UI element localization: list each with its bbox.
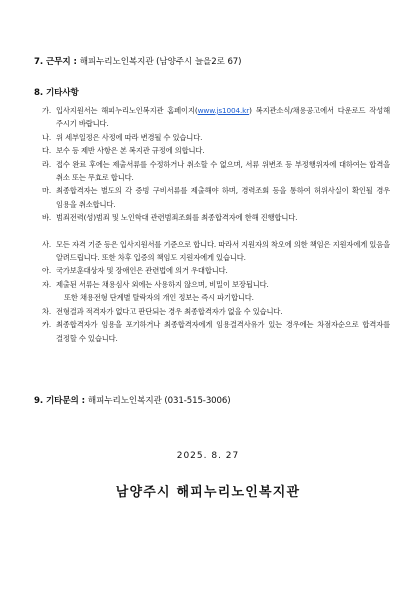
list-item-marker: 자. bbox=[42, 279, 52, 289]
list-item-ja bbox=[42, 278, 390, 291]
section-7-label: 근무지 : bbox=[45, 57, 77, 67]
homepage-link[interactable]: www.js1004.kr bbox=[197, 106, 250, 115]
document-date: 2025. 8. 27 bbox=[176, 451, 240, 461]
list-item-sa bbox=[42, 238, 390, 265]
list-item-marker: 가. bbox=[42, 106, 52, 115]
list-item-text: 위 세부일정은 사정에 따라 변경될 수 있습니다. bbox=[56, 132, 203, 142]
list-item-text bbox=[56, 104, 390, 131]
section-7-heading bbox=[34, 55, 241, 67]
list-item-ba bbox=[42, 211, 390, 224]
list-item-ma bbox=[42, 184, 390, 211]
list-item-text: 최종합격자는 별도의 각 증빙 구비서류를 제출해야 하며, 경력조회 등을 통하여 허위사실이 확인될 경우 임용을 취소합니다. bbox=[56, 186, 390, 209]
list-item-text: 또한 채용전형 단계별 탈락자의 개인 정보는 즉시 파기합니다. bbox=[64, 293, 254, 303]
list-item-text: 국가보훈대상자 및 장애인은 관련법에 의거 우대합니다. bbox=[56, 266, 228, 276]
list-item-cha bbox=[42, 305, 390, 318]
list-item-marker: 나. bbox=[42, 132, 52, 142]
list-item-text: 접수 완료 후에는 제출서류를 수정하거나 취소할 수 없으며, 서류 위변조 등 부정행위자에 대하여는 합격을 취소 또는 무효로 합니다. bbox=[56, 159, 390, 183]
section-8-title: 기타사항 bbox=[45, 88, 79, 98]
list-item-note bbox=[42, 291, 390, 304]
list-item-text: 제출된 서류는 채용심사 외에는 사용하지 않으며, 비밀이 보장됩니다. bbox=[56, 279, 269, 289]
list-item-marker: 사. bbox=[42, 239, 52, 249]
section-7-text: 해피누리노인복지관 (남양주시 늘을2로 67) bbox=[79, 57, 242, 67]
section-8-heading bbox=[34, 86, 79, 98]
list-item-ka bbox=[42, 318, 390, 345]
section-9-heading bbox=[34, 394, 231, 406]
list-item-text-pre: 입사지원서는 해피누리노인복지관 홈페이지( bbox=[56, 106, 198, 115]
list-item-text-post: ) 복지관소식/채용공고에서 다운로드 작성해 주시기 바랍니다. bbox=[56, 106, 390, 129]
section-7-number: 7. bbox=[34, 57, 44, 67]
section-9-label: 기타문의 : bbox=[45, 396, 85, 406]
list-item-marker: 다. bbox=[42, 146, 52, 156]
list-item-text: 범죄전력(성)범죄 및 노인학대 관련범죄조회를 최종합격자에 한해 진행합니다. bbox=[56, 213, 298, 223]
list-item-a bbox=[42, 264, 390, 277]
list-gap bbox=[42, 225, 390, 238]
section-9-text: 해피누리노인복지관 (031-515-3006) bbox=[87, 396, 231, 406]
list-item-na bbox=[42, 131, 390, 144]
list-item-marker: 아. bbox=[42, 266, 52, 276]
organization-name: 남양주시 해피누리노인복지관 bbox=[115, 485, 301, 500]
list-item-marker: 라. bbox=[42, 159, 52, 169]
list-item-text: 모든 자격 기준 등은 입사지원서를 기준으로 합니다. 따라서 지원자의 착오에 의한 책임은 지원자에게 있음을 알려드립니다. 또한 차후 입증의 책임도 지원자에게 있습니다. bbox=[56, 239, 390, 263]
list-item-marker: 바. bbox=[42, 213, 52, 223]
list-item-ra bbox=[42, 158, 390, 185]
list-item-text: 최종합격자가 임용을 포기하거나 최종합격자에게 임용결격사유가 있는 경우에는 차점자순으로 합격자를 결정할 수 있습니다. bbox=[56, 320, 390, 343]
list-item-marker: 차. bbox=[42, 306, 52, 316]
list-item-text: 전형결과 적격자가 없다고 판단되는 경우 최종합격자가 없을 수 있습니다. bbox=[56, 306, 283, 316]
list-item-marker: 마. bbox=[42, 186, 52, 196]
list-item-marker: 카. bbox=[42, 320, 52, 330]
list-item-text: 보수 등 제반 사항은 본 복지관 규정에 의합니다. bbox=[56, 146, 205, 156]
list-item-ga bbox=[42, 104, 390, 131]
list-item-da bbox=[42, 144, 390, 157]
section-9-number: 9. bbox=[34, 396, 44, 406]
section-8-number: 8. bbox=[34, 88, 44, 98]
section-8-list bbox=[42, 104, 390, 345]
